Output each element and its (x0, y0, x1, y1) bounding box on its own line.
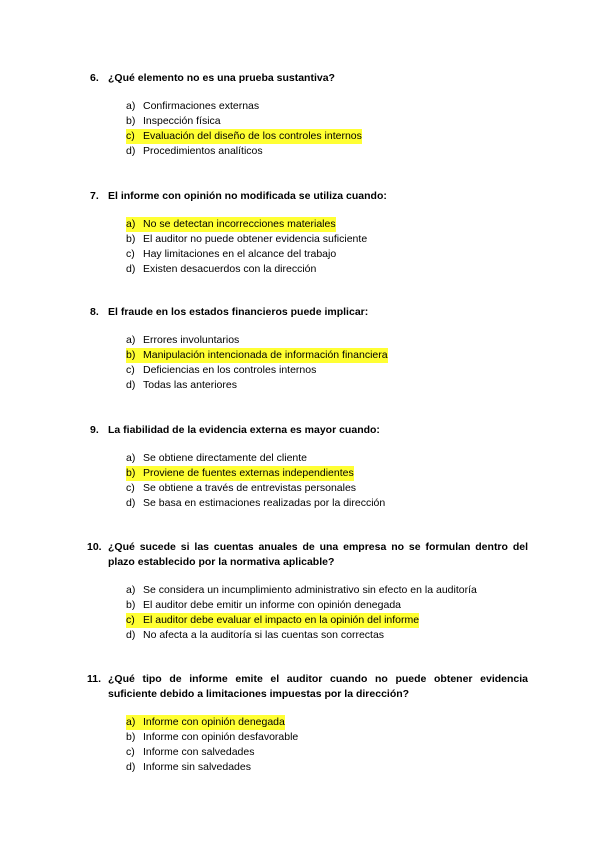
options-list (90, 99, 528, 159)
question-text: El informe con opinión no modificada se utiliza cuando: (108, 190, 387, 202)
option-b-highlighted (126, 466, 528, 481)
option-letter: c) (126, 746, 135, 758)
question-number: 11. (87, 673, 102, 685)
option-text: Informe con salvedades (143, 746, 255, 758)
question-heading (87, 672, 528, 702)
option-letter: b) (126, 731, 136, 743)
options-list (90, 715, 528, 775)
option-letter: d) (126, 379, 136, 391)
question-number: 9. (90, 424, 99, 436)
option-text: El auditor debe evaluar el impacto en la opinión del informe (143, 614, 420, 626)
option-c-highlighted (126, 613, 528, 628)
option-b (126, 598, 528, 613)
option-text: Hay limitaciones en el alcance del trabajo (143, 248, 337, 260)
option-a (126, 451, 528, 466)
option-letter: a) (126, 334, 136, 346)
option-d (126, 760, 528, 775)
option-b (126, 114, 528, 129)
option-text: No se detectan incorrecciones materiales (143, 218, 336, 230)
question-number: 8. (90, 306, 99, 318)
option-letter: c) (126, 129, 143, 144)
question-6 (90, 71, 528, 159)
option-c (126, 363, 528, 378)
question-text: El fraude en los estados financieros puede implicar: (108, 306, 369, 318)
option-text: Evaluación del diseño de los controles internos (143, 130, 362, 142)
option-letter: d) (126, 629, 136, 641)
option-text: Informe con opinión desfavorable (143, 731, 299, 743)
option-text: Informe con opinión denegada (143, 716, 285, 728)
option-text: Se obtiene a través de entrevistas personales (143, 482, 357, 494)
question-number: 10. (87, 541, 102, 553)
option-a (126, 583, 528, 598)
question-text: ¿Qué elemento no es una prueba sustantiva? (108, 72, 335, 84)
question-heading (90, 305, 528, 320)
option-text: Deficiencias en los controles internos (143, 364, 317, 376)
option-letter: c) (126, 364, 135, 376)
option-a (126, 333, 528, 348)
option-a (126, 99, 528, 114)
option-letter: b) (126, 348, 143, 363)
options-list (90, 333, 528, 393)
option-letter: c) (126, 482, 135, 494)
option-c (126, 247, 528, 262)
option-text: Se considera un incumplimiento administrativo sin efecto en la auditoría (143, 584, 477, 596)
option-text: El auditor debe emitir un informe con opinión denegada (143, 599, 402, 611)
option-text: Se obtiene directamente del cliente (143, 452, 308, 464)
question-10 (87, 540, 528, 643)
question-heading (90, 189, 528, 204)
question-heading (90, 423, 528, 438)
option-d (126, 496, 528, 511)
option-letter: d) (126, 497, 136, 509)
option-d (126, 262, 528, 277)
option-letter: c) (126, 248, 135, 260)
options-list (90, 217, 528, 277)
option-letter: b) (126, 599, 136, 611)
question-9 (90, 423, 528, 511)
option-text: Se basa en estimaciones realizadas por la dirección (143, 497, 386, 509)
question-heading (87, 540, 528, 570)
option-letter: d) (126, 145, 136, 157)
options-list (90, 451, 528, 511)
question-text: ¿Qué sucede si las cuentas anuales de una empresa no se formulan dentro del plazo establecido por la normativa aplicable? (108, 541, 528, 568)
option-text: Confirmaciones externas (143, 100, 260, 112)
option-c-highlighted (126, 129, 528, 144)
option-a-highlighted (126, 217, 528, 232)
option-letter: b) (126, 466, 143, 481)
option-letter: d) (126, 761, 136, 773)
option-c (126, 481, 528, 496)
option-letter: a) (126, 584, 136, 596)
question-text: La fiabilidad de la evidencia externa es mayor cuando: (108, 424, 380, 436)
option-letter: a) (126, 100, 136, 112)
option-b (126, 232, 528, 247)
option-text: Errores involuntarios (143, 334, 240, 346)
option-text: Informe sin salvedades (143, 761, 251, 773)
option-letter: b) (126, 115, 136, 127)
option-letter: d) (126, 263, 136, 275)
option-letter: a) (126, 452, 136, 464)
option-text: No afecta a la auditoría si las cuentas son correctas (143, 629, 385, 641)
option-text: Todas las anteriores (143, 379, 237, 391)
options-list (90, 583, 528, 643)
option-d (126, 628, 528, 643)
question-8 (90, 305, 528, 393)
question-11 (87, 672, 528, 775)
option-text: Proviene de fuentes externas independientes (143, 467, 354, 479)
option-text: Existen desacuerdos con la dirección (143, 263, 317, 275)
option-b-highlighted (126, 348, 528, 363)
option-text: Inspección física (143, 115, 221, 127)
option-letter: b) (126, 233, 136, 245)
question-number: 6. (90, 72, 99, 84)
question-number: 7. (90, 190, 99, 202)
question-text: ¿Qué tipo de informe emite el auditor cuando no puede obtener evidencia suficiente debido a limitaciones impuestas por la dirección? (108, 673, 528, 700)
option-text: El auditor no puede obtener evidencia suficiente (143, 233, 368, 245)
option-a-highlighted (126, 715, 528, 730)
option-text: Procedimientos analíticos (143, 145, 263, 157)
option-d (126, 144, 528, 159)
option-letter: a) (126, 715, 143, 730)
option-text: Manipulación intencionada de información financiera (143, 349, 388, 361)
option-b (126, 730, 528, 745)
question-7 (90, 189, 528, 277)
option-letter: a) (126, 217, 143, 232)
question-heading (90, 71, 528, 86)
option-letter: c) (126, 613, 143, 628)
option-d (126, 378, 528, 393)
option-c (126, 745, 528, 760)
